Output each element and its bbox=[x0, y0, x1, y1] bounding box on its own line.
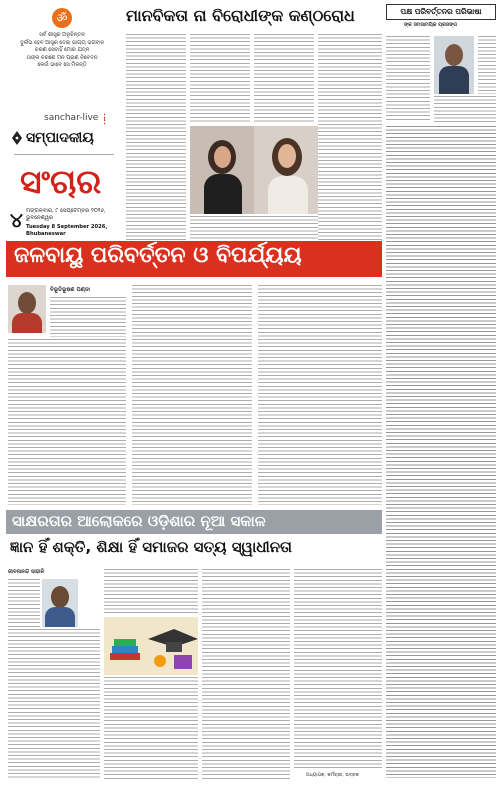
issue-date-en: Tuesday 8 September 2026, Bhubaneswar bbox=[26, 224, 108, 237]
literacy-banner bbox=[6, 510, 382, 534]
quote-line: କେଉଁ ଭାବେ ସେ ମିଳନ୍ତି bbox=[37, 62, 87, 68]
right-text-col bbox=[386, 36, 430, 122]
top-story-headline: ମାନବିକତା ନା ବିରୋଧୀଙ୍କ କଣ୍ଠରୋଧ bbox=[126, 6, 355, 25]
story-text-col bbox=[190, 34, 250, 122]
signal-icon bbox=[104, 110, 110, 122]
person-body bbox=[204, 174, 242, 214]
literacy-article bbox=[6, 567, 382, 782]
climate-text-col bbox=[258, 285, 382, 505]
quote-line: ଚରଣ ସେବାହିଁ ମୋର ଯତ୍ନ bbox=[34, 47, 90, 53]
climate-author: ବିଭୂତିଭୂଷଣ ପଣ୍ଡା bbox=[50, 287, 91, 293]
literacy-illustration bbox=[104, 617, 198, 675]
story-text-col bbox=[254, 34, 314, 122]
masthead-quote bbox=[6, 32, 118, 70]
om-logo: ॐ bbox=[52, 8, 72, 28]
pen-icon bbox=[10, 130, 24, 146]
literacy-text-col bbox=[8, 579, 40, 627]
person-face bbox=[51, 586, 69, 608]
divider bbox=[14, 154, 114, 155]
right-text-col bbox=[478, 36, 496, 94]
quote-line: ଦୁର୍ଲଭ ହେବ ଆସ୍ତ୍ର ଦେଇ ଭାଗ୍ୟ ଭଗବାନ bbox=[19, 39, 105, 46]
literacy-headline-2: ଜ୍ଞାନ ହିଁ ଶକ୍ତି, ଶିକ୍ଷା ହିଁ ସମାଜର ସତ୍ୟ ସ୍ୱାଧୀନତା bbox=[10, 538, 292, 556]
person-body bbox=[268, 176, 308, 214]
literacy-headline-1: ସାକ୍ଷରତାର ଆଲୋକରେ ଓଡ଼ିଶାର ନୂଆ ସକାଳ bbox=[12, 512, 266, 530]
top-story bbox=[124, 4, 382, 240]
climate-text-col bbox=[132, 285, 252, 505]
quote-line: ସର୍ବ ଶାସ୍ତ୍ର ଅନୁଚିନ୍ତନ bbox=[39, 32, 85, 38]
climate-banner bbox=[6, 241, 382, 277]
right-column-header-box bbox=[386, 4, 496, 20]
issue-number: ୪ bbox=[10, 208, 23, 232]
person-body bbox=[439, 66, 469, 94]
literacy-footer-author: ଅଧ୍ୟାପକ, କର୍ମଚାରୀ, ଭଦ୍ରକ bbox=[306, 773, 359, 778]
climate-article bbox=[6, 281, 382, 507]
climate-text-col bbox=[8, 339, 126, 505]
literacy-text-col bbox=[294, 569, 382, 769]
right-column-author: ଙ୍କ ସମସାମୟିକ ପ୍ରସଙ୍ଗ bbox=[404, 22, 458, 28]
right-author-photo bbox=[434, 36, 474, 94]
person-body bbox=[12, 313, 42, 333]
right-column bbox=[386, 4, 496, 782]
top-story-photo bbox=[190, 126, 318, 214]
person-face bbox=[214, 146, 231, 168]
person-body bbox=[45, 607, 75, 627]
section-label: ସମ୍ପାଦକୀୟ bbox=[26, 130, 94, 146]
story-text-col bbox=[190, 216, 318, 240]
story-text-col bbox=[318, 34, 382, 122]
person-face bbox=[445, 44, 463, 66]
literacy-text-col bbox=[202, 569, 290, 779]
climate-headline: ଜଳବାୟୁ ପରିବର୍ତ୍ତନ ଓ ବିପର୍ଯ୍ୟୟ bbox=[14, 243, 302, 268]
right-text-col bbox=[434, 96, 496, 122]
person-face bbox=[18, 292, 36, 314]
person-face bbox=[278, 144, 296, 168]
paper-name: ସଂଚାର bbox=[20, 162, 102, 201]
literacy-text-col bbox=[8, 629, 100, 779]
quote-line: ତାଙ୍କ ଚରଣେ ମନ ପ୍ରାଣ ନିବେଦନ bbox=[26, 54, 98, 61]
literacy-text-col bbox=[104, 677, 198, 779]
story-text-col bbox=[318, 124, 382, 240]
climate-author-photo bbox=[8, 285, 46, 333]
right-text-body bbox=[386, 126, 496, 778]
literacy-text-col bbox=[104, 569, 198, 615]
story-text-col bbox=[126, 34, 186, 122]
right-column-header: ପକ୍ଷ ପରିବର୍ତ୍ତନର ପରିଭାଷା bbox=[400, 7, 482, 16]
books-illustration bbox=[104, 617, 198, 675]
site-name: sanchar-live bbox=[44, 113, 99, 123]
literacy-subheadline-box bbox=[6, 536, 382, 564]
literacy-author: ଜୀବନାନନ୍ଦ ସାହାନି bbox=[8, 569, 45, 575]
literacy-author-photo bbox=[42, 579, 78, 627]
issue-date-odia: ମଙ୍ଗଳବାର, ୮ ସେପ୍ଟେମ୍ବର ୨୦୨୬, ଭୁବନେଶ୍ୱର bbox=[26, 208, 106, 221]
story-text-col bbox=[126, 124, 186, 240]
climate-text-col bbox=[50, 297, 126, 337]
